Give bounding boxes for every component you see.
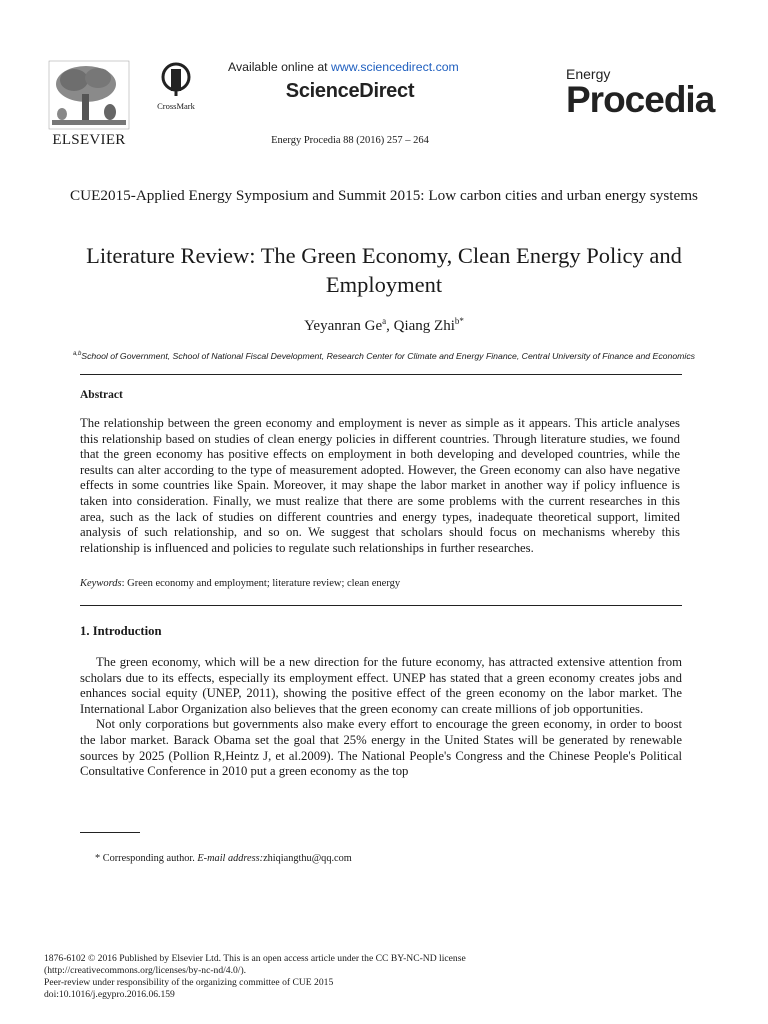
peer-review-line: Peer-review under responsibility of the organizing committee of CUE 2015 bbox=[44, 977, 334, 988]
section-body bbox=[80, 655, 682, 780]
journal-logo-big: Procedia bbox=[566, 79, 715, 120]
crossmark-icon bbox=[161, 62, 191, 98]
license-block bbox=[44, 953, 644, 1001]
section-heading: 1. Introduction bbox=[80, 624, 162, 638]
elsevier-tree-icon bbox=[48, 60, 130, 130]
abstract-top-rule bbox=[80, 374, 682, 375]
license-url[interactable]: (http://creativecommons.org/licenses/by-nc-nd/4.0/). bbox=[44, 965, 247, 976]
publisher-name: ELSEVIER bbox=[52, 132, 126, 148]
license-line: 1876-6102 © 2016 Published by Elsevier Ltd. This is an open access article under the CC BY-NC-ND license bbox=[44, 953, 466, 964]
paragraph: The green economy, which will be a new direction for the future economy, has attracted extensive attention from scholars due to its effects, especially its employment effect. UNEP has stated that a green economy creates jobs and enhances social equity (UNEP, 2011), showing the positive effect of the green economy on the labor market. The International Labor Organization also believes that the green economy can create millions of job opportunities. bbox=[80, 655, 682, 716]
conference-name: CUE2015-Applied Energy Symposium and Summit 2015: Low carbon cities and urban energy systems bbox=[70, 187, 698, 204]
abstract-bottom-rule bbox=[80, 605, 682, 606]
article-title: Literature Review: The Green Economy, Clean Energy Policy and Employment bbox=[86, 243, 682, 297]
doi-line[interactable]: doi:10.1016/j.egypro.2016.06.159 bbox=[44, 989, 175, 1000]
author-separator: , bbox=[386, 318, 394, 334]
abstract-text: The relationship between the green economy and employment is never as simple as it appears. This article analyses this relationship based on studies of clean energy policies in different countries. Through literature studies, we found that the green economy has positive effects on employment in both developing and developed countries, while the results can alter according to the type of measurement adopted. However, the Green economy can also have negative effects in some countries like Spain. Moreover, it may shape the labor market in another way if policy influence is taken into consideration. Finally, we must realize that there are some problems with the current researches in this area, such as the lack of studies on different countries and energy types, inadequate theoretical support, limited analysis of such relationship, and so on. We suggest that scholars should focus on mechanisms whereby this relationship is influenced and policies to regulate such relationships in further researches. bbox=[80, 416, 680, 555]
affiliation-mark: a,b bbox=[72, 351, 82, 357]
email-label: E-mail address: bbox=[197, 853, 264, 864]
keywords-text: : Green economy and employment; literature review; clean energy bbox=[121, 578, 401, 589]
footnote-rule bbox=[80, 832, 140, 833]
footnote-prefix: * Corresponding author. bbox=[95, 853, 198, 864]
crossmark-label: CrossMark bbox=[157, 101, 195, 111]
elsevier-logo bbox=[48, 60, 130, 148]
journal-reference: Energy Procedia 88 (2016) 257 – 264 bbox=[271, 135, 429, 146]
author-name: Qiang Zhi bbox=[393, 318, 455, 334]
journal-logo bbox=[566, 66, 726, 136]
availability-prefix: Available online at bbox=[228, 60, 332, 74]
affiliation-text: School of Government, School of National Fiscal Development, Research Center for Climate and Energy Finance, Central University of Finance and Economics bbox=[81, 350, 696, 361]
author-affil-mark: a bbox=[382, 316, 387, 326]
platform-name: ScienceDirect bbox=[285, 80, 415, 102]
keywords-label: Keywords bbox=[80, 578, 122, 589]
journal-logo-small: Energy bbox=[566, 66, 611, 82]
crossmark-badge[interactable] bbox=[150, 62, 202, 110]
paragraph: Not only corporations but governments also make every effort to encourage the green economy, in order to boost the labor market. Barack Obama set the goal that 25% energy in the United States will be generated by renewable sources by 2025 (Pollion R,Heintz J, et al.2009). The National People's Congress and the Chinese People's Political Consultative Conference in 2010 put a green economy as the top bbox=[80, 717, 682, 779]
footnote bbox=[95, 853, 595, 864]
author-affil-mark: b* bbox=[454, 316, 464, 326]
availability-line bbox=[228, 60, 488, 74]
author-list bbox=[200, 316, 568, 335]
abstract-heading: Abstract bbox=[80, 389, 123, 401]
author-name: Yeyanran Ge bbox=[304, 318, 383, 334]
keywords-line bbox=[80, 578, 680, 589]
email-address[interactable]: zhiqiangthu@qq.com bbox=[263, 853, 352, 864]
sciencedirect-link[interactable]: www.sciencedirect.com bbox=[331, 60, 459, 74]
affiliation bbox=[60, 347, 708, 363]
